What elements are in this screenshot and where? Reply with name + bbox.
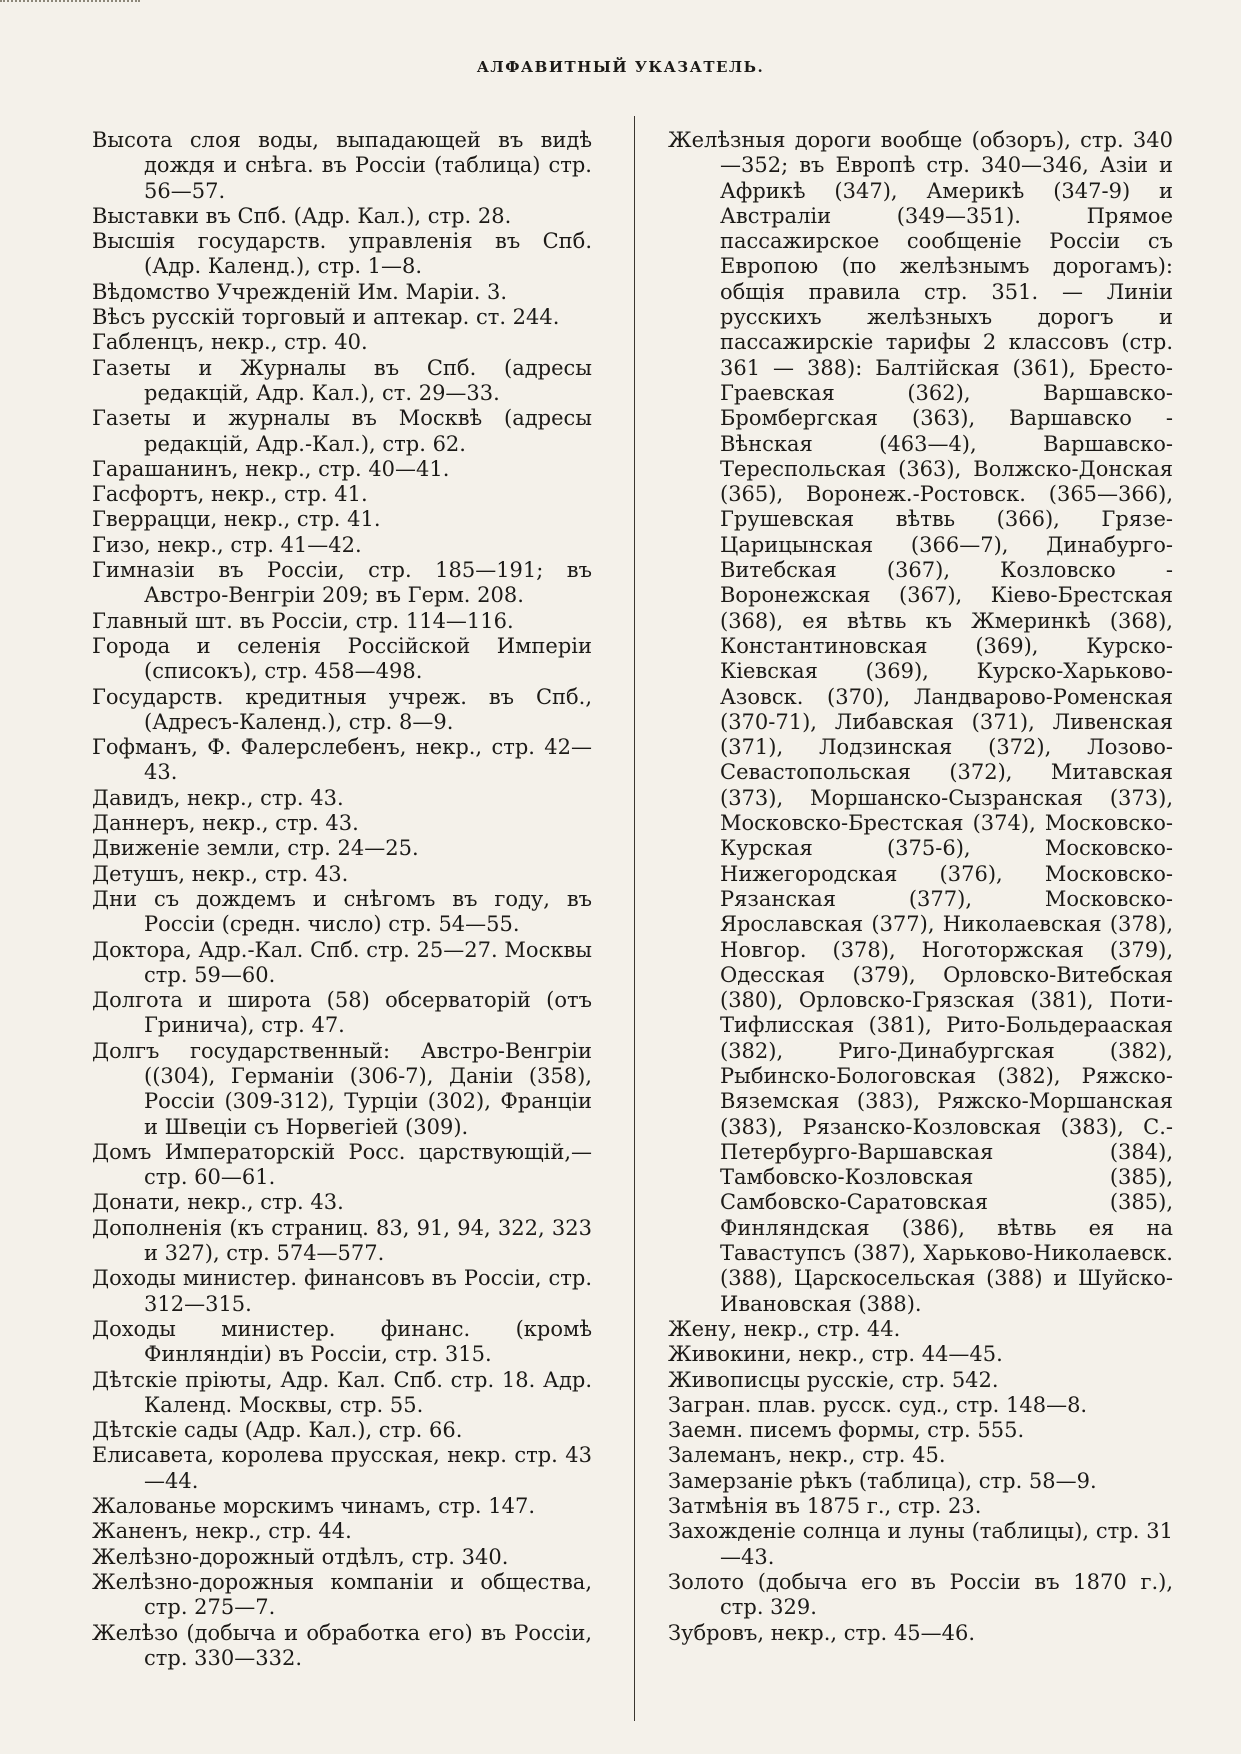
index-entry: Заемн. писемъ формы, стр. 555. bbox=[668, 1418, 1025, 1443]
index-entry: Гизо, некр., стр. 41—42. bbox=[92, 532, 362, 557]
index-entry: Замерзаніе рѣкъ (таблица), стр. 58—9. bbox=[668, 1468, 1097, 1493]
index-entry: Доходы министер. финансовъ въ Россіи, стр. 312—315. bbox=[92, 1266, 592, 1316]
index-entry: Выставки въ Спб. (Адр. Кал.), стр. 28. bbox=[92, 203, 512, 228]
column-divider bbox=[634, 116, 635, 1721]
index-entry: Вѣдомство Учрежденій Им. Маріи. 3. bbox=[92, 279, 508, 304]
index-entry: Газеты и журналы въ Москвѣ (адресы редакцій, Адр.-Кал.), стр. 62. bbox=[92, 406, 592, 456]
index-entry: Гверрацци, некр., стр. 41. bbox=[92, 507, 381, 532]
index-entry: Живокини, некр., стр. 44—45. bbox=[668, 1342, 1003, 1367]
index-entry: Долгота и широта (58) обсерваторій (отъ Гринича), стр. 47. bbox=[92, 988, 592, 1038]
index-entry: Гофманъ, Ф. Фалерслебенъ, некр., стр. 42—43. bbox=[92, 735, 592, 785]
index-entry: Дни съ дождемъ и снѣгомъ въ году, въ Россіи (средн. число) стр. 54—55. bbox=[92, 886, 592, 937]
index-entry: Гимназіи въ Россіи, стр. 185—191; въ Австро-Венгріи 209; въ Герм. 208. bbox=[92, 558, 592, 608]
index-entry: Жену, некр., стр. 44. bbox=[668, 1316, 901, 1341]
page-header: АЛФАВИТНЫЙ УКАЗАТЕЛЬ. bbox=[476, 58, 765, 76]
index-entry: Гарашанинъ, некр., стр. 40—41. bbox=[92, 456, 450, 481]
index-entry: Дѣтскіе пріюты, Адр. Кал. Спб. стр. 18. Адр. Календ. Москвы, стр. 55. bbox=[92, 1367, 592, 1417]
index-entry: Елисавета, королева прусская, некр. стр. 43—44. bbox=[92, 1443, 592, 1493]
index-entry: Вѣсъ русскій торговый и аптекар. ст. 244. bbox=[92, 305, 560, 330]
index-entry: Главный шт. въ Россіи, стр. 114—116. bbox=[92, 608, 514, 633]
index-entry: Города и селенія Россійской Имперіи (списокъ), стр. 458—498. bbox=[92, 633, 592, 684]
index-entry: Высота слоя воды, выпадающей въ видѣ дождя и снѣга. въ Россіи (таблица) стр. 56—57. bbox=[92, 128, 592, 203]
index-entry: Захожденіе солнца и луны (таблицы), стр. 31—43. bbox=[668, 1519, 1173, 1569]
index-entry: Движеніе земли, стр. 24—25. bbox=[92, 836, 419, 861]
index-entry: Жаненъ, некр., стр. 44. bbox=[92, 1519, 352, 1544]
index-entry: Домъ Императорскій Росс. царствующій,—стр. 60—61. bbox=[92, 1139, 592, 1190]
index-entry: Зубровъ, некр., стр. 45—46. bbox=[668, 1620, 976, 1645]
index-entry: Желѣзо (добыча и обработка его) въ Россіи, стр. 330—332. bbox=[92, 1620, 592, 1670]
index-entry: Газеты и Журналы въ Спб. (адресы редакцій, Адр. Кал.), ст. 29—33. bbox=[92, 355, 592, 405]
index-entry: Желѣзно-дорожныя компаніи и общества, стр. 275—7. bbox=[92, 1569, 592, 1620]
index-entry: Дѣтскіе сады (Адр. Кал.), стр. 66. bbox=[92, 1418, 463, 1443]
index-entry: Давидъ, некр., стр. 43. bbox=[92, 785, 344, 810]
index-entry: Доктора, Адр.-Кал. Спб. стр. 25—27. Москвы стр. 59—60. bbox=[92, 937, 592, 987]
index-entry: Живописцы русскіе, стр. 542. bbox=[668, 1367, 999, 1392]
index-entry: Габленцъ, некр., стр. 40. bbox=[92, 330, 368, 355]
index-entry: Даннеръ, некр., стр. 43. bbox=[92, 811, 359, 836]
index-entry: Жалованье морскимъ чинамъ, стр. 147. bbox=[92, 1494, 536, 1519]
index-entry: Доходы министер. финанс. (кромѣ Финляндіи) въ Россіи, стр. 315. bbox=[92, 1316, 592, 1367]
index-entry: Залеманъ, некр., стр. 45. bbox=[668, 1443, 946, 1468]
index-entry: Желѣзно-дорожный отдѣлъ, стр. 340. bbox=[92, 1544, 509, 1569]
scan-edge-marks bbox=[0, 0, 140, 10]
index-entry: Золото (добыча его въ Россіи въ 1870 г.), стр. 329. bbox=[668, 1569, 1173, 1620]
index-entry: Государств. кредитныя учреж. въ Спб., (Адресъ-Календ.), стр. 8—9. bbox=[92, 684, 592, 734]
index-entry: Донати, некр., стр. 43. bbox=[92, 1190, 344, 1215]
index-entry: Гасфортъ, некр., стр. 41. bbox=[92, 482, 368, 507]
index-column-left bbox=[92, 128, 592, 1671]
index-entry: Желѣзныя дороги вообще (обзоръ), стр. 340—352; въ Европѣ стр. 340—346, Азіи и Африкѣ (347), Америкѣ (347-9) и Австраліи (349—351). Прямое пассажирское сообщеніе Россіи съ Европою (по желѣзнымъ дорогамъ): общія правила стр. 351. — Линіи русскихъ желѣзныхъ дорогъ и пассажирскіе тарифы 2 классовъ (стр. 361 — 388): Балтійская (361), Бресто-Граевская (362), Варшавско-Бромбергская (363), Варшавско - Вѣнская (463—4), Варшавско-Тереспольская (363), Волжско-Донская (365), Воронеж.-Ростовск. (365—366), Грушевская вѣтвь (366), Грязе-Царицынская (366—7), Динабурго-Витебская (367), Козловско - Воронежская (367), Кіево-Брестская (368), ея вѣтвь къ Жмеринкѣ (368), Константиновская (369), Курско-Кіевская (369), Курско-Харьково-Азовск. (370), Ландварово-Роменская (370-71), Либавская (371), Ливенская (371), Лодзинская (372), Лозово-Севастопольская (372), Митавская (373), Моршанско-Сызранская (373), Московско-Брестская (374), Московско-Курская (375-6), Московско-Нижегородская (376), Московско-Рязанская (377), Московско-Ярославская (377), Николаевская (378), Новгор. (378), Ноготоржская (379), Одесская (379), Орловско-Витебская (380), Орловско-Грязская (381), Поти-Тифлисская (381), Рито-Больдерааская (382), Риго-Динабургская (382), Рыбинско-Бологовская (382), Ряжско-Вяземская (383), Ряжско-Моршанская (383), Рязанско-Козловская (383), С.-Петербурго-Варшавская (384), Тамбовско-Козловская (385), Самбовско-Саратовская (385), Финляндская (386), вѣтвь ея на Таваступсъ (387), Харьково-Николаевск. (388), Царскосельская (388) и Шуйско-Ивановская (388). bbox=[668, 128, 1173, 1316]
index-entry: Долгъ государственный: Австро-Венгріи ((304), Германіи (306-7), Даніи (358), Россіи (309-312), Турціи (302), Франціи и Швеціи съ Норвегіей (309). bbox=[92, 1038, 592, 1139]
index-entry: Загран. плав. русск. суд., стр. 148—8. bbox=[668, 1392, 1088, 1417]
index-column-right bbox=[668, 128, 1173, 1646]
index-entry: Высшія государств. управленія въ Спб. (Адр. Календ.), стр. 1—8. bbox=[92, 229, 592, 279]
index-entry: Детушъ, некр., стр. 43. bbox=[92, 861, 349, 886]
index-entry: Затмѣнія въ 1875 г., стр. 23. bbox=[668, 1494, 982, 1519]
index-entry: Дополненія (къ страниц. 83, 91, 94, 322, 323 и 327), стр. 574—577. bbox=[92, 1215, 592, 1266]
